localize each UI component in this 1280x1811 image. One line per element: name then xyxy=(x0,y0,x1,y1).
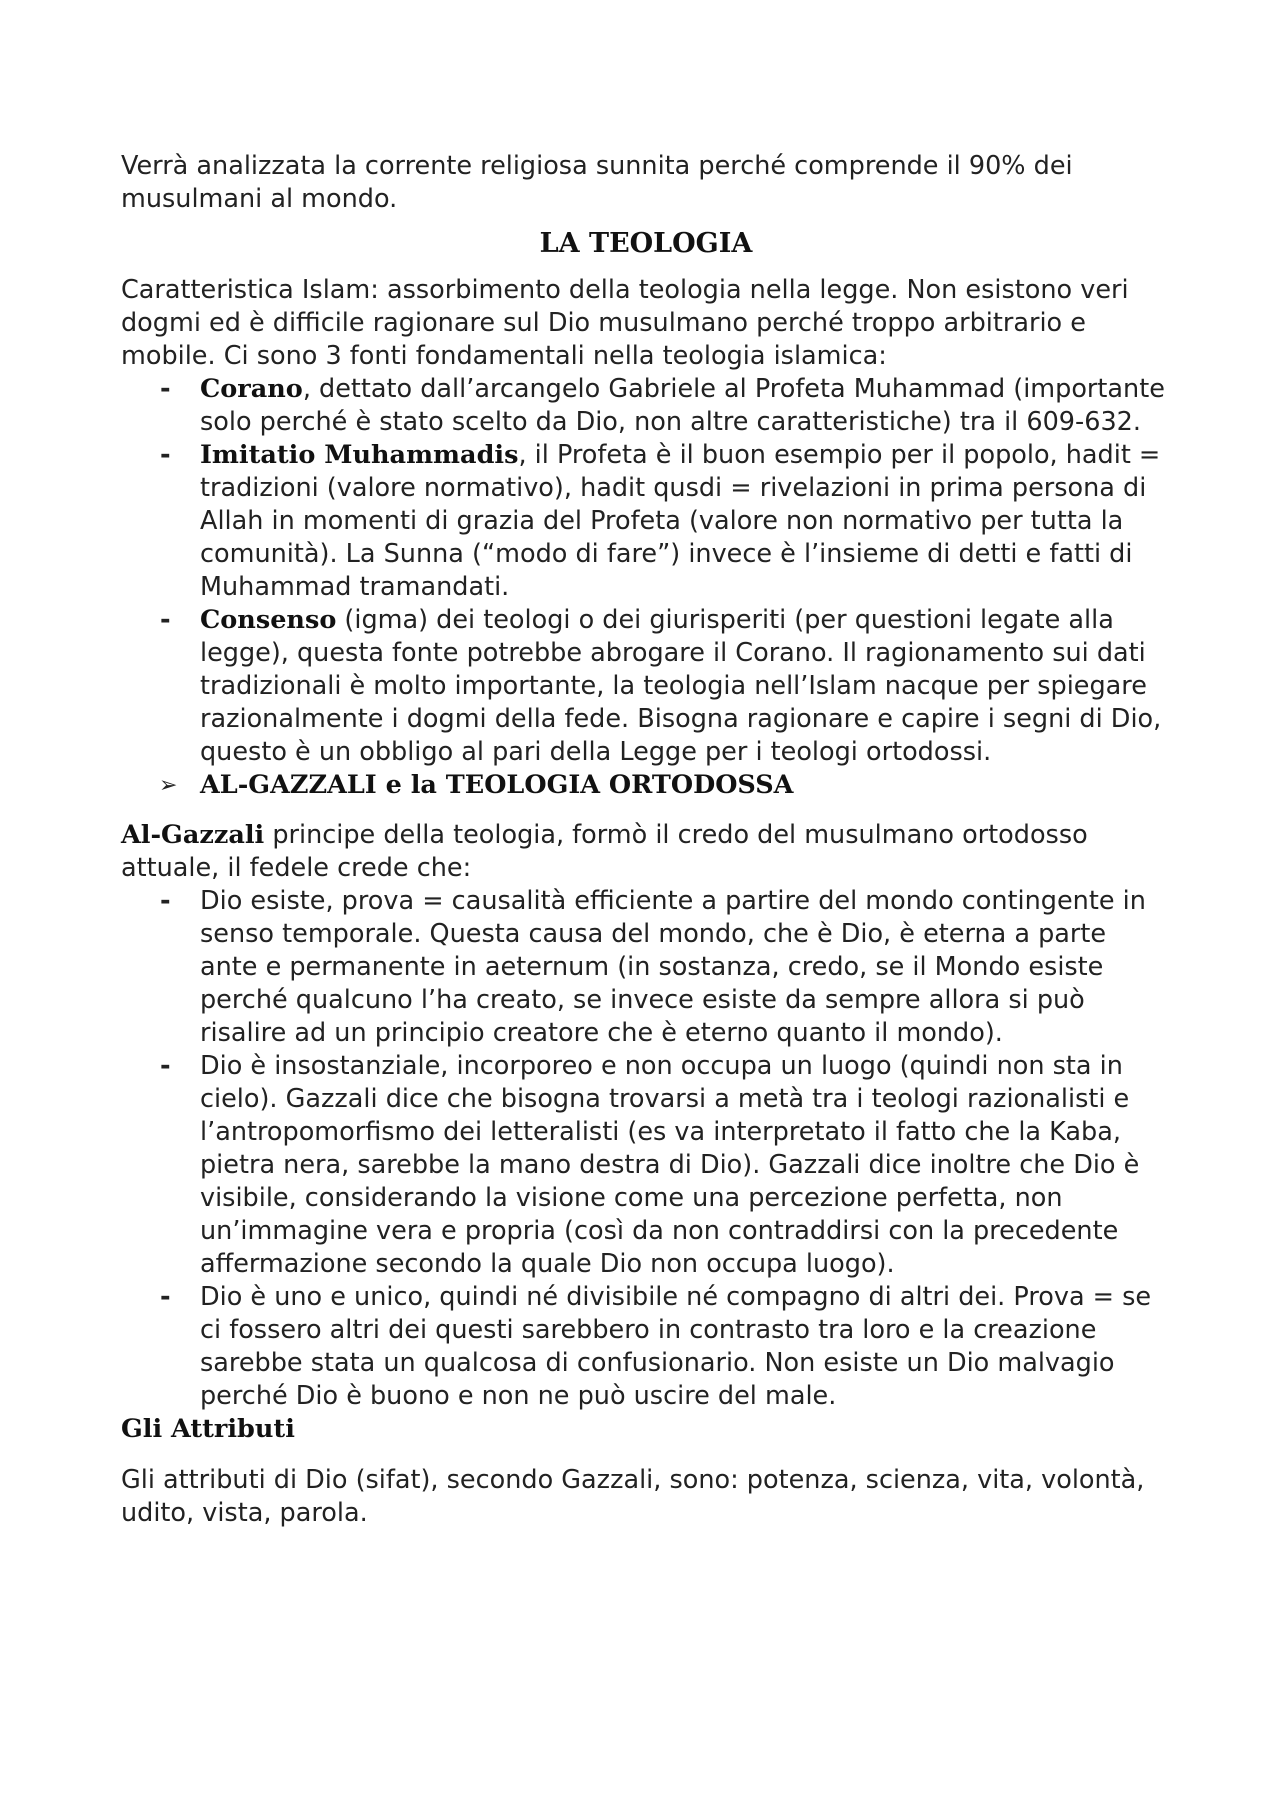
term-bold: Consenso xyxy=(200,605,337,635)
dash-marker: - xyxy=(160,1282,171,1312)
list-item-text: Dio è uno e unico, quindi né divisibile né compagno di altri dei. Prova = se ci fossero altri dei questi sarebbero in contrasto tra loro e la creazione sarebbe stata un qualcosa di confusionario. Non esiste un Dio malvagio perché Dio è buono e non ne può uscire del male. xyxy=(200,1282,1152,1411)
list-item xyxy=(121,885,1171,1050)
intro-paragraph: Verrà analizzata la corrente religiosa sunnita perché comprende il 90% dei musulmani al mondo. xyxy=(121,151,1073,214)
list-item xyxy=(121,604,1171,769)
theology-paragraph: Caratteristica Islam: assorbimento della teologia nella legge. Non esistono veri dogmi ed è difficile ragionare sul Dio musulmano perché troppo arbitrario e mobile. Ci sono 3 fonti fondamentali nella teologia islamica: xyxy=(121,275,1129,371)
beliefs-list xyxy=(121,885,1171,1413)
dash-marker: - xyxy=(160,886,171,916)
arrow-bullet-icon: ➢ xyxy=(159,773,178,798)
list-item xyxy=(121,373,1171,439)
list-item-text: (igma) dei teologi o dei giurisperiti (per questioni legate alla legge), questa fonte potrebbe abrogare il Corano. Il ragionamento sui dati tradizionali è molto importante, la teologia nell’Islam nacque per spiegare razionalmente i dogmi della fede. Bisogna ragionare e capire i segni di Dio, questo è un obbligo al pari della Legge per i teologi ortodossi. xyxy=(200,605,1162,767)
section-heading xyxy=(121,769,1171,802)
page-title: LA TEOLOGIA xyxy=(539,228,753,259)
list-item-text: Dio esiste, prova = causalità efficiente a partire del mondo contingente in senso temporale. Questa causa del mondo, che è Dio, è eterna a parte ante e permanente in aeternum (in sostanza, credo, se il Mondo esiste perché qualcuno l’ha creato, se invece esiste da sempre allora si può risalire ad un principio creatore che è eterno quanto il mondo). xyxy=(200,886,1146,1048)
attributes-heading: Gli Attributi xyxy=(121,1414,295,1444)
list-item-text: , il Profeta è il buon esempio per il popolo, hadit = tradizioni (valore normativo), hadit qusdi = rivelazioni in prima persona di Allah in momenti di grazia del Profeta (valore non normativo per tutta la comunità). La Sunna (“modo di fare”) invece è l’insieme di detti e fatti di Muhammad tramandati. xyxy=(200,440,1161,602)
term-bold: Al-Gazzali xyxy=(121,820,265,850)
dash-marker: - xyxy=(160,374,171,404)
document-page xyxy=(121,150,1171,1530)
list-item xyxy=(121,1050,1171,1281)
section-heading-text: AL-GAZZALI e la TEOLOGIA ORTODOSSA xyxy=(200,770,794,800)
sources-list xyxy=(121,373,1171,769)
list-item-text: , dettato dall’arcangelo Gabriele al Profeta Muhammad (importante solo perché è stato scelto da Dio, non altre caratteristiche) tra il 609-632. xyxy=(200,374,1165,437)
term-bold: Corano xyxy=(200,374,303,404)
gazzali-paragraph xyxy=(121,819,1171,885)
attributes-paragraph: Gli attributi di Dio (sifat), secondo Gazzali, sono: potenza, scienza, vita, volontà, udito, vista, parola. xyxy=(121,1465,1145,1528)
list-item-text: Dio è insostanziale, incorporeo e non occupa un luogo (quindi non sta in cielo). Gazzali dice che bisogna trovarsi a metà tra i teologi razionalisti e l’antropomorfismo dei letteralisti (es va interpretato il fatto che la Kaba, pietra nera, sarebbe la mano destra di Dio). Gazzali dice inoltre che Dio è visibile, considerando la visione come una percezione perfetta, non un’immagine vera e propria (così da non contraddirsi con la precedente affermazione secondo la quale Dio non occupa luogo). xyxy=(200,1051,1140,1279)
term-bold: Imitatio Muhammadis xyxy=(200,440,519,470)
dash-marker: - xyxy=(160,605,171,635)
dash-marker: - xyxy=(160,440,171,470)
list-item xyxy=(121,1281,1171,1413)
paragraph-text: principe della teologia, formò il credo del musulmano ortodosso attuale, il fedele crede che: xyxy=(121,820,1088,883)
dash-marker: - xyxy=(160,1051,171,1081)
list-item xyxy=(121,439,1171,604)
